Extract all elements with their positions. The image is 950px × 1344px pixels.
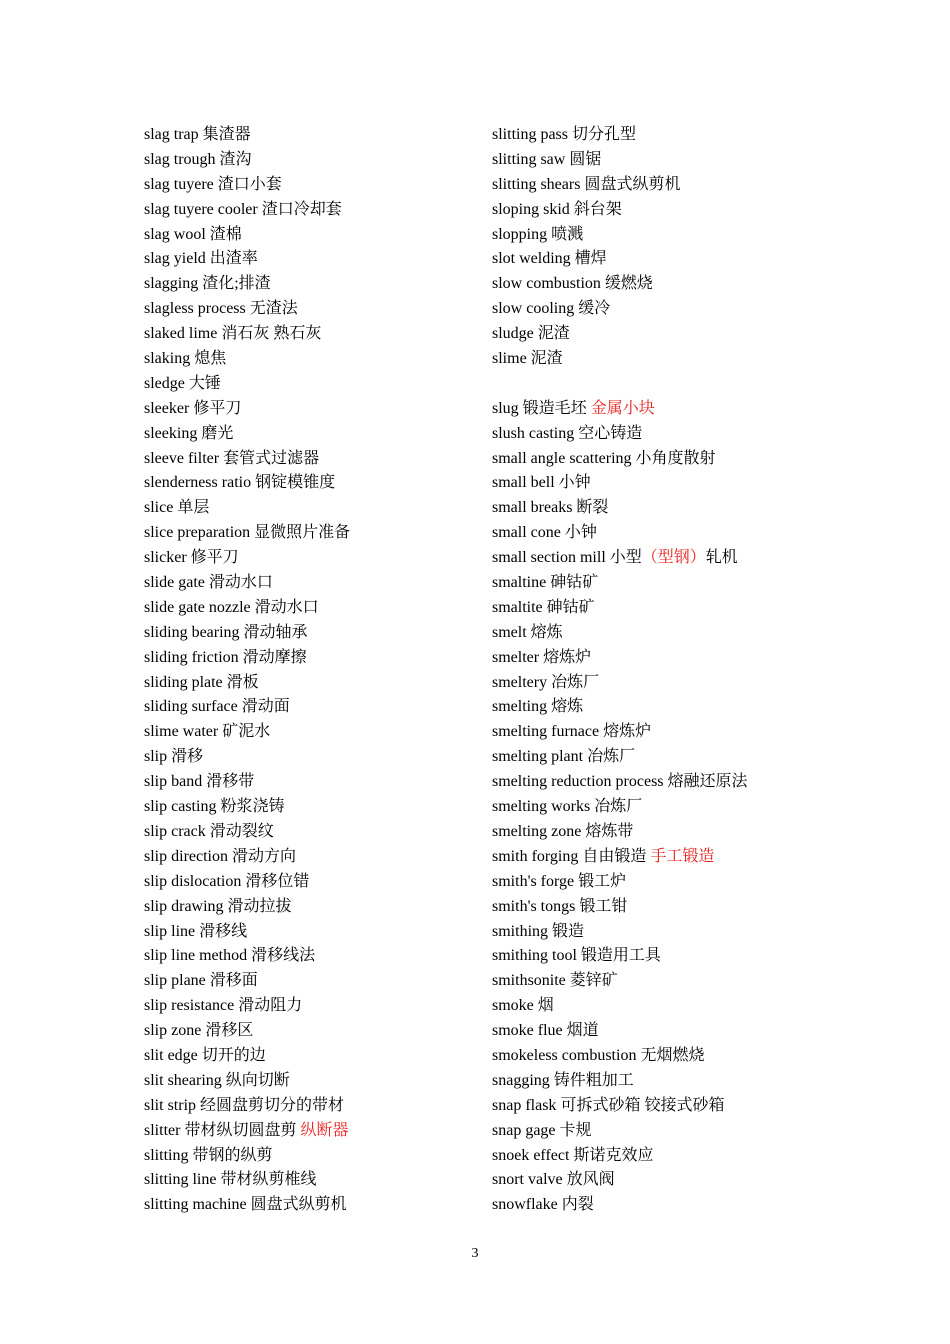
term-chinese: 显微照片准备 [254,524,351,542]
term-english: small breaks [492,499,573,517]
term-chinese: 喷溅 [551,225,584,243]
glossary-entry [492,920,912,945]
term-chinese: 小型 [609,549,642,567]
term-chinese: 滑移 [171,748,204,766]
term-english: slip dislocation [144,872,242,890]
term-english: slag tuyere [144,175,214,193]
glossary-entry [492,1119,912,1144]
term-english: snowflake [492,1196,558,1214]
term-chinese: 经圆盘剪切分的带材 [200,1096,345,1114]
glossary-entry [144,198,474,223]
term-chinese: 出渣率 [209,250,258,268]
glossary-entry [144,820,474,845]
term-chinese: 锻造用工具 [580,947,661,965]
term-chinese: 滑动裂纹 [209,822,274,840]
glossary-entry [492,571,912,596]
term-chinese: 带材纵剪椎线 [220,1171,317,1189]
term-english: slime water [144,723,219,741]
term-english: slip resistance [144,997,235,1015]
glossary-entry [492,173,912,198]
term-chinese: 熄焦 [194,350,227,368]
term-chinese: 泥渣 [530,350,563,368]
glossary-entry [492,322,912,347]
term-chinese: 带材纵切圆盘剪 [184,1121,297,1139]
term-english: smelting works [492,798,591,816]
term-chinese: 修平刀 [193,399,242,417]
glossary-entry [492,1193,912,1218]
glossary-entry [144,920,474,945]
term-chinese: 滑移带 [206,773,255,791]
term-english: slush casting [492,424,575,442]
term-english: slow combustion [492,275,601,293]
glossary-entry [492,1094,912,1119]
term-english: smaltite [492,598,543,616]
glossary-entry [144,521,474,546]
glossary-entry [492,198,912,223]
glossary-entry [492,820,912,845]
glossary-entry [492,646,912,671]
term-english: slug [492,399,519,417]
term-english: smelt [492,623,527,641]
term-chinese: 无烟燃烧 [640,1046,705,1064]
term-chinese: 滑动阻力 [238,997,303,1015]
term-chinese: 锻工炉 [578,872,627,890]
glossary-entry [144,272,474,297]
term-chinese: 熔融还原法 [667,773,748,791]
term-chinese: 烟 [537,997,554,1015]
glossary-entry [144,422,474,447]
glossary-entry [492,1069,912,1094]
glossary-column-right [492,123,912,1218]
term-chinese: 内裂 [561,1196,594,1214]
glossary-entry [492,770,912,795]
term-chinese: 集渣器 [202,126,251,143]
term-english: slag yield [144,250,206,268]
term-chinese: 熔炼 [530,623,563,641]
page-number: 3 [471,1246,479,1261]
term-english: slip drawing [144,897,224,915]
term-english: smithsonite [492,972,566,990]
glossary-entry [144,1019,474,1044]
term-english: smith's forge [492,872,575,890]
glossary-entry [144,247,474,272]
glossary-entry [144,969,474,994]
term-english: sleeker [144,399,190,417]
term-english: sledge [144,374,185,392]
term-english: slice preparation [144,524,251,542]
term-english: slitting machine [144,1196,247,1214]
glossary-entry [144,1044,474,1069]
glossary-entry [144,397,474,422]
term-chinese: 锻造毛坯 [522,399,587,417]
term-chinese: 熔炼炉 [603,723,652,741]
term-english: slip casting [144,798,217,816]
term-chinese: 空心铸造 [578,424,643,442]
term-english: smeltery [492,673,548,691]
term-chinese: 锻工钳 [579,897,628,915]
glossary-entry [492,1144,912,1169]
term-english: slagless process [144,300,246,318]
term-chinese: 泥渣 [537,325,570,343]
term-english: slide gate nozzle [144,598,251,616]
term-chinese: 可拆式砂箱 铰接式砂箱 [560,1096,725,1114]
glossary-entry [144,347,474,372]
glossary-entry [492,422,912,447]
term-english: sludge [492,325,534,343]
term-chinese: 钢锭模锥度 [255,474,336,492]
glossary-entry [144,1193,474,1218]
term-english: smelting furnace [492,723,600,741]
term-english: slicker [144,549,187,567]
glossary-entry [144,1119,474,1144]
glossary-entry [144,795,474,820]
glossary-entry [144,845,474,870]
term-english: small bell [492,474,555,492]
glossary-entry [144,870,474,895]
term-english: sleeve filter [144,449,220,467]
term-english: snort valve [492,1171,563,1189]
term-chinese: 砷钴矿 [550,574,599,592]
term-chinese: 圆盘式纵剪机 [584,175,681,193]
glossary-entry [492,397,912,422]
term-chinese: 滑动方向 [231,847,296,865]
term-chinese: 修平刀 [190,549,239,567]
term-english: smelter [492,648,540,666]
term-chinese: 斜台架 [573,200,622,218]
glossary-entry [144,895,474,920]
glossary-entry [492,1044,912,1069]
glossary-entry [492,297,912,322]
term-english: smoke flue [492,1022,563,1040]
term-english: slit shearing [144,1071,222,1089]
term-english: snoek effect [492,1146,570,1164]
term-english: slag wool [144,225,206,243]
term-chinese: 圆锯 [569,150,602,168]
term-chinese: 滑移位错 [245,872,310,890]
term-english: smithing tool [492,947,577,965]
term-english: slow cooling [492,300,575,318]
glossary-entry [492,1019,912,1044]
term-english: slitting saw [492,150,566,168]
glossary-entry [492,247,912,272]
term-chinese: 放风阀 [566,1171,615,1189]
term-english: slopping [492,225,548,243]
term-english: sliding friction [144,648,239,666]
glossary-entry [492,372,912,397]
glossary-entry [144,770,474,795]
term-chinese: 渣口冷却套 [261,200,342,218]
glossary-entry [144,695,474,720]
glossary-entry [492,969,912,994]
glossary-entry [492,695,912,720]
glossary-entry [492,447,912,472]
term-chinese: 斯诺克效应 [573,1146,654,1164]
term-chinese: 缓燃烧 [604,275,653,293]
term-english: snap gage [492,1121,556,1139]
term-english: slip band [144,773,203,791]
glossary-entry [492,720,912,745]
glossary-column-left [144,123,474,1218]
term-chinese: 磨光 [201,424,234,442]
glossary-entry [144,148,474,173]
glossary-entry [492,471,912,496]
glossary-entry [492,546,912,571]
term-chinese: 滑动拉拔 [227,897,292,915]
glossary-entry [144,1144,474,1169]
term-chinese: 滑移区 [205,1022,254,1040]
term-chinese: 熔炼 [551,698,584,716]
glossary-entry [144,496,474,521]
term-chinese: 滑动水口 [208,574,273,592]
term-chinese: 滑动摩擦 [242,648,307,666]
term-chinese: 熔炼带 [585,822,634,840]
term-chinese: 大锤 [188,374,221,392]
glossary-entry [144,1094,474,1119]
term-english: slip crack [144,822,206,840]
glossary-entry [492,795,912,820]
glossary-entry [492,870,912,895]
term-english: snap flask [492,1096,557,1114]
term-english: slide gate [144,574,205,592]
term-english: sleeking [144,424,198,442]
term-chinese: 槽焊 [574,250,607,268]
term-english: smokeless combustion [492,1046,637,1064]
term-chinese: 无渣法 [249,300,298,318]
term-chinese: 滑动水口 [254,598,319,616]
glossary-entry [144,596,474,621]
glossary-entry [492,148,912,173]
term-chinese: 菱锌矿 [569,972,618,990]
term-english: sloping skid [492,200,570,218]
term-english: small section mill [492,549,606,567]
term-english: small angle scattering [492,449,632,467]
glossary-entry [492,596,912,621]
term-english: smelting plant [492,748,584,766]
glossary-entry [144,447,474,472]
term-chinese: 断裂 [576,499,609,517]
term-chinese: 卡规 [559,1121,592,1139]
glossary-entry [492,223,912,248]
term-chinese-highlight: 纵断器 [300,1121,349,1139]
term-english: smelting [492,698,548,716]
term-chinese: 自由锻造 [582,847,647,865]
term-english: slit strip [144,1096,197,1114]
term-english: slitting shears [492,175,581,193]
term-english: smelting zone [492,822,582,840]
glossary-entry [144,1069,474,1094]
term-english: slit edge [144,1046,198,1064]
term-chinese: 带钢的纵剪 [192,1146,273,1164]
term-english: slip zone [144,1022,202,1040]
glossary-entry [492,621,912,646]
glossary-entry [144,173,474,198]
term-chinese: 滑移线 [199,922,248,940]
term-chinese: 冶炼厂 [551,673,600,691]
term-english: smelting reduction process [492,773,664,791]
term-chinese: 小角度散射 [635,449,716,467]
term-english: slaking [144,350,191,368]
term-english: slice [144,499,174,517]
term-chinese: 缓冷 [578,300,611,318]
term-chinese: 铸件粗加工 [553,1071,634,1089]
glossary-entry [144,1168,474,1193]
term-chinese: 粉浆浇铸 [220,798,285,816]
term-chinese: 渣棉 [209,225,242,243]
term-chinese-highlight: 手工锻造 [650,847,715,865]
term-english: smithing [492,922,549,940]
term-english: slip line method [144,947,248,965]
glossary-entry [144,546,474,571]
term-chinese: 小钟 [558,474,591,492]
glossary-entry [144,297,474,322]
term-chinese-highlight: （型钢） [641,549,706,567]
glossary-entry [144,671,474,696]
term-english: small cone [492,524,561,542]
term-chinese: 套管式过滤器 [223,449,320,467]
term-english: slip [144,748,168,766]
glossary-entry [144,994,474,1019]
term-chinese: 熔炼炉 [543,648,592,666]
glossary-entry [144,322,474,347]
term-chinese: 滑动轴承 [243,623,308,641]
term-english: smoke [492,997,534,1015]
glossary-entry [492,895,912,920]
term-chinese: 单层 [177,499,210,517]
term-chinese: 渣口小套 [217,175,282,193]
term-chinese: 矿泥水 [222,723,271,741]
glossary-entry [492,1168,912,1193]
term-english: slime [492,350,527,368]
term-english: slip plane [144,972,206,990]
term-chinese-highlight: 金属小块 [590,399,655,417]
glossary-entry [492,347,912,372]
term-chinese: 圆盘式纵剪机 [250,1196,347,1214]
term-chinese: 纵向切断 [225,1071,290,1089]
term-english: snagging [492,1071,550,1089]
glossary-entry [144,646,474,671]
glossary-entry [144,223,474,248]
glossary-entry [144,571,474,596]
glossary-entry [144,123,474,148]
glossary-entry [144,471,474,496]
term-chinese: 小钟 [564,524,597,542]
glossary-entry [144,621,474,646]
term-english: slot welding [492,250,571,268]
term-chinese: 锻造 [552,922,585,940]
term-english: smith's tongs [492,897,576,915]
glossary-entry [144,745,474,770]
term-chinese: 消石灰 熟石灰 [221,325,322,343]
glossary-entry [492,845,912,870]
term-chinese: 滑动面 [241,698,290,716]
term-english: slag trap [144,126,199,143]
term-english: slip direction [144,847,228,865]
glossary-entry [492,671,912,696]
term-chinese: 烟道 [566,1022,599,1040]
term-english: slitter [144,1121,181,1139]
glossary-entry [144,372,474,397]
term-chinese-tail: 轧机 [705,549,738,567]
term-english: smaltine [492,574,547,592]
term-english: slenderness ratio [144,474,252,492]
term-chinese: 切开的边 [201,1046,266,1064]
glossary-entry [144,944,474,969]
term-english: slag trough [144,150,216,168]
term-english: slag tuyere cooler [144,200,258,218]
glossary-entry [492,745,912,770]
glossary-entry [144,720,474,745]
glossary-entry [492,521,912,546]
glossary-entry [492,944,912,969]
term-chinese: 冶炼厂 [594,798,643,816]
glossary-entry [492,272,912,297]
glossary-entry [492,123,912,148]
term-chinese: 滑板 [226,673,259,691]
term-english: smith forging [492,847,579,865]
term-english: slip line [144,922,196,940]
term-chinese: 滑移线法 [251,947,316,965]
term-chinese: 滑移面 [209,972,258,990]
term-english: sliding plate [144,673,223,691]
glossary-entry [492,496,912,521]
term-english: slaked lime [144,325,218,343]
term-english: slitting pass [492,126,569,143]
term-chinese: 渣化;排渣 [202,275,271,293]
term-english: sliding bearing [144,623,240,641]
term-chinese: 冶炼厂 [587,748,636,766]
term-english: sliding surface [144,698,238,716]
term-chinese: 切分孔型 [572,126,637,143]
term-chinese: 砷钴矿 [546,598,595,616]
term-english: slagging [144,275,199,293]
term-english: slitting [144,1146,189,1164]
glossary-entry [492,994,912,1019]
term-english: slitting line [144,1171,217,1189]
term-chinese: 渣沟 [219,150,252,168]
